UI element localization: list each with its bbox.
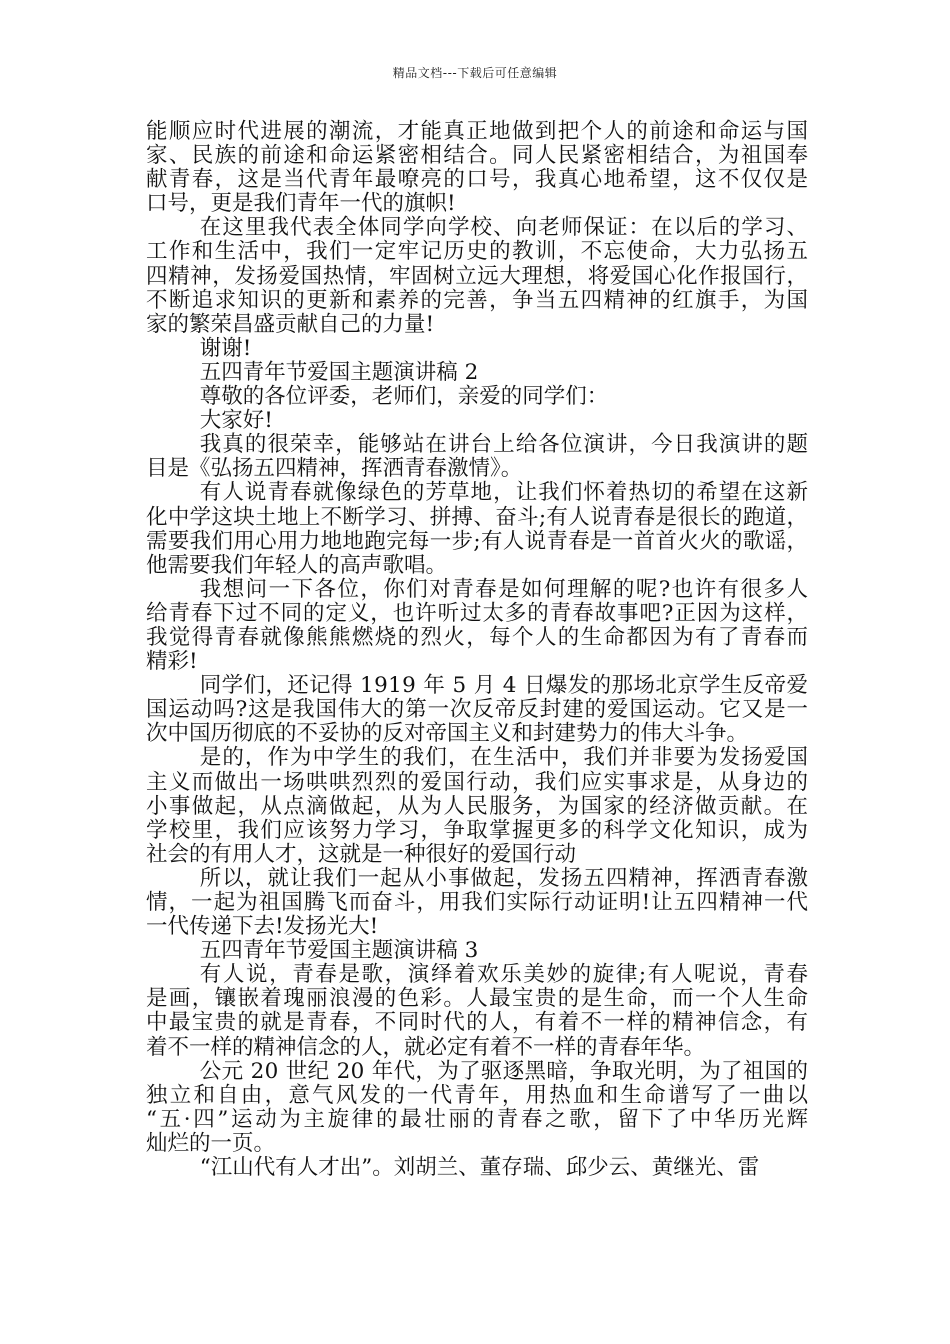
page-header: 精品文档---下载后可任意编辑 (392, 66, 558, 80)
text-line: 工作和生活中，我们一定牢记历史的教训，不忘使命，大力弘扬五 (146, 239, 810, 265)
text-line: 学校里，我们应该努力学习，争取掌握更多的科学文化知识，成为 (146, 817, 810, 843)
paragraph (146, 385, 808, 409)
paragraph (146, 939, 808, 963)
text-line: 主义而做出一场哄哄烈烈的爱国行动，我们应实事求是，从身边的 (146, 769, 810, 795)
text-line: 独立和自由，意气风发的一代青年，用热血和生命谱写了一曲以 (146, 1082, 811, 1108)
text-line: 五四青年节爱国主题演讲稿 2 (199, 359, 479, 385)
text-line: 尊敬的各位评委，老师们，亲爱的同学们： (199, 384, 609, 410)
text-line: 有人说青春就像绿色的芳草地，让我们怀着热切的希望在这新 (199, 480, 810, 506)
paragraph (146, 481, 808, 577)
text-line: 我想问一下各位，你们对青春是如何理解的呢?也许有很多人 (199, 576, 810, 602)
text-line: 在这里我代表全体同学向学校、向老师保证：在以后的学习、 (199, 215, 810, 241)
text-line: 五四青年节爱国主题演讲稿 3 (199, 938, 479, 964)
text-line: 是画，镶嵌着瑰丽浪漫的色彩。人最宝贵的是生命，而一个人生命 (146, 986, 810, 1012)
text-line: 给青春下过不同的定义，也许听过太多的青春故事吧?正因为这样， (146, 600, 809, 626)
paragraph (146, 216, 808, 336)
text-line: 一代传递下去!发扬光大! (146, 914, 379, 940)
text-line: 能顺应时代进展的潮流，才能真正地做到把个人的前途和命运与国 (146, 119, 810, 144)
text-line: 他需要我们年轻人的高声歌唱。 (146, 552, 448, 578)
text-line: 目是《弘扬五四精神，挥洒青春激情》。 (146, 456, 523, 482)
paragraph (146, 337, 808, 361)
text-line: 我真的很荣幸，能够站在讲台上给各位演讲，今日我演讲的题 (199, 432, 810, 458)
text-line: 化中学这块土地上不断学习、拼搏、奋斗;有人说青春是很长的跑道， (146, 504, 809, 530)
text-line: 需要我们用心用力地地跑完每一步;有人说青春是一首首火火的歌谣， (146, 528, 809, 554)
paragraph (146, 1156, 808, 1180)
text-line: 家的繁荣昌盛贡献自己的力量! (146, 311, 435, 337)
text-line: 小事做起，从点滴做起，从为人民服务，为国家的经济做贡献。在 (146, 793, 810, 819)
text-line: 中最宝贵的就是青春，不同时代的人，有着不一样的精神信念，有 (146, 1010, 810, 1036)
text-line: “五·四”运动为主旋律的最壮丽的青春之歌，留下了中华历光辉 (146, 1106, 811, 1132)
text-line: 我觉得青春就像熊熊燃烧的烈火，每个人的生命都因为有了青春而 (146, 624, 810, 650)
text-line: “江山代有人才出”。刘胡兰、董存瑞、邱少云、黄继光、雷 (199, 1155, 760, 1181)
paragraph (146, 674, 808, 746)
text-line: 口号，更是我们青年一代的旗帜! (146, 191, 456, 217)
text-line: 着不一样的精神信念的人，就必定有着不一样的青春年华。 (146, 1034, 706, 1060)
text-line: 是的，作为中学生的我们，在生活中，我们并非要为发扬爱国 (199, 745, 810, 771)
paragraph (146, 867, 808, 939)
text-line: 家、民族的前途和命运紧密相结合。同人民紧密相结合，为祖国奉 (146, 143, 810, 169)
text-line: 精彩! (146, 649, 198, 675)
text-line: 灿烂的一页。 (146, 1130, 276, 1156)
text-line: 同学们，还记得 1919 年 5 月 4 日爆发的那场北京学生反帝爱 (199, 673, 809, 699)
text-line: 国运动吗?这是我国伟大的第一次反帝反封建的爱国运动。它又是一 (146, 697, 809, 723)
text-line: 所以，就让我们一起从小事做起，发扬五四精神，挥洒青春激 (199, 865, 810, 891)
paragraph (146, 409, 808, 433)
text-line: 情，一起为祖国腾飞而奋斗，用我们实际行动证明!让五四精神一代 (146, 890, 810, 915)
text-line: 次中国历彻底的不妥协的反对帝国主义和封建势力的伟大斗争。 (146, 721, 749, 747)
paragraph (146, 433, 808, 481)
text-line: 有人说，青春是歌，演绎着欢乐美妙的旋律;有人呢说，青春 (199, 962, 810, 988)
text-line: 公元 20 世纪 20 年代，为了驱逐黑暗，争取光明，为了祖国的 (199, 1058, 809, 1084)
text-line: 不断追求知识的更新和素养的完善，争当五四精神的红旗手，为国 (146, 287, 810, 313)
text-line: 社会的有用人才，这就是一种很好的爱国行动 (146, 841, 577, 867)
paragraph (146, 361, 808, 385)
paragraph (146, 1058, 811, 1156)
text-line: 四精神，发扬爱国热情，牢固树立远大理想，将爱国心化作报国行， (146, 263, 809, 289)
document-body (146, 119, 811, 1181)
text-line: 献青春，这是当代青年最嘹亮的口号，我真心地希望，这不仅仅是 (146, 167, 810, 193)
paragraph (146, 120, 808, 216)
paragraph (146, 578, 808, 674)
paragraph (146, 746, 808, 866)
paragraph (146, 963, 808, 1059)
text-line: 大家好! (199, 408, 273, 434)
text-line: 谢谢! (199, 335, 252, 361)
